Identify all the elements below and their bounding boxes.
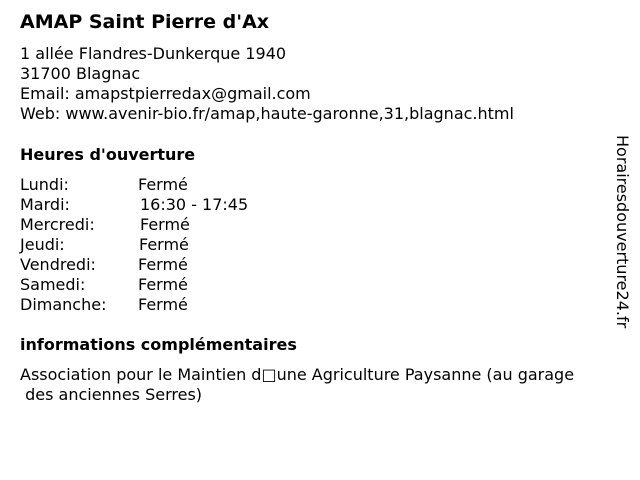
day-hours: Fermé (138, 255, 188, 274)
day-hours: Fermé (140, 215, 190, 234)
day-hours: Fermé (138, 175, 188, 194)
address-web[interactable]: Web: www.avenir-bio.fr/amap,haute-garonne,31,blagnac.html (20, 104, 514, 123)
day-label: Jeudi: (20, 235, 65, 254)
day-hours: 16:30 - 17:45 (140, 195, 249, 214)
day-label: Dimanche: (20, 295, 107, 314)
info-line: Association pour le Maintien d□une Agriculture Paysanne (au garage (20, 365, 575, 384)
address-block (20, 44, 514, 124)
day-label: Vendredi: (20, 255, 96, 274)
opening-hours-heading: Heures d'ouverture (20, 145, 196, 164)
page-title: AMAP Saint Pierre d'Ax (20, 11, 270, 33)
address-street: 1 allée Flandres-Dunkerque 1940 (20, 44, 287, 63)
additional-info-heading: informations complémentaires (20, 335, 297, 354)
day-label: Lundi: (20, 175, 69, 194)
address-email[interactable]: Email: amapstpierredax@gmail.com (20, 84, 311, 103)
day-label: Mardi: (20, 195, 70, 214)
info-line: des anciennes Serres) (20, 385, 203, 404)
day-hours: Fermé (138, 295, 188, 314)
day-label: Mercredi: (20, 215, 95, 234)
day-hours: Fermé (138, 275, 188, 294)
day-hours: Fermé (139, 235, 189, 254)
address-city: 31700 Blagnac (20, 64, 141, 83)
site-watermark: Horairesdouverture24.fr (613, 135, 632, 329)
day-label: Samedi: (20, 275, 86, 294)
additional-info-text (20, 365, 630, 405)
